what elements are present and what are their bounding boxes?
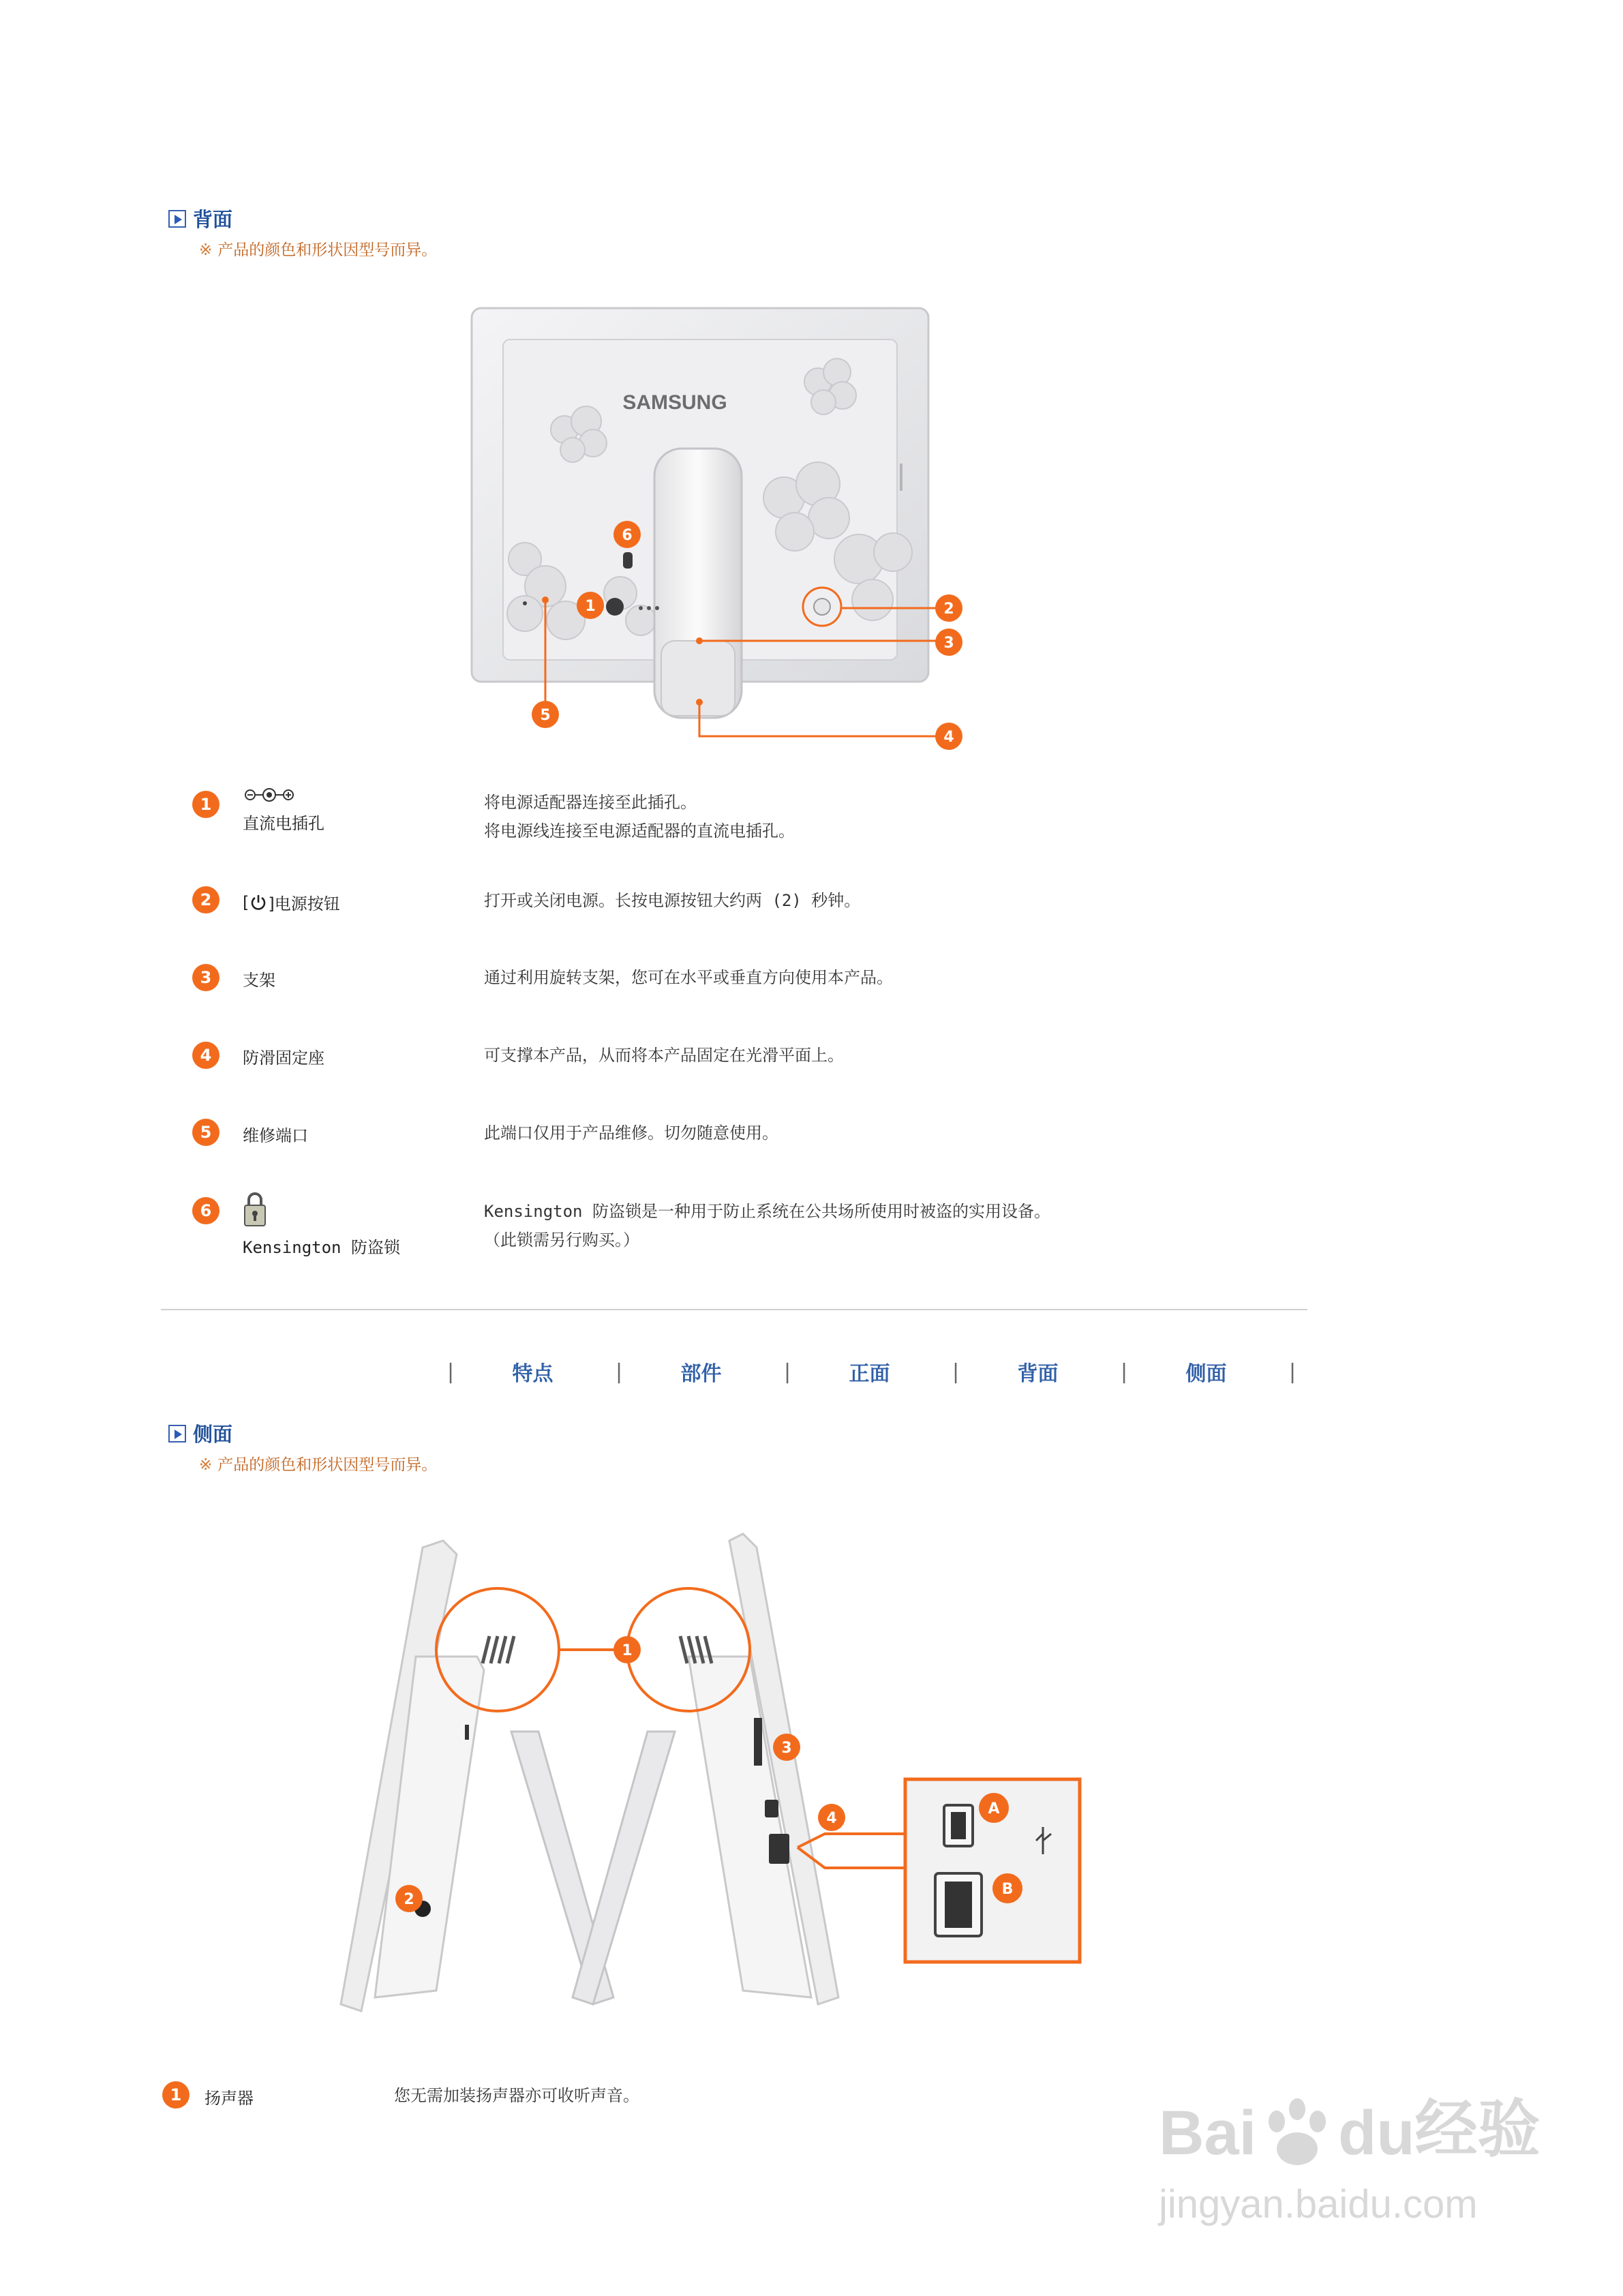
svg-text:2: 2 (943, 601, 954, 618)
dc-polarity-icon (244, 787, 294, 802)
side-section-title: 侧面 (193, 1423, 233, 1446)
item-name: 维修端口 (243, 1126, 308, 1145)
back-section-title: 背面 (193, 208, 233, 231)
svg-text:5: 5 (540, 707, 551, 724)
item-desc: 将电源适配器连接至此插孔。 将电源线连接至电源适配器的直流电插孔。 (484, 793, 795, 841)
item-name: 支架 (243, 971, 275, 990)
back-device-illustration (464, 300, 982, 764)
svg-text:6: 6 (622, 527, 633, 544)
svg-text:B: B (1001, 1881, 1014, 1898)
back-section-heading (168, 205, 232, 232)
side-section-note: ※ 产品的颜色和形状因型号而异。 (199, 1456, 438, 1474)
item-desc: 您无需加装扬声器亦可收听声音。 (394, 2086, 639, 2105)
callout-3 (935, 629, 962, 656)
watermark: Bai du 经验 (1159, 2095, 1541, 2168)
svg-text:2: 2 (404, 1891, 414, 1908)
side-device-illustration (334, 1527, 1104, 2018)
side-callout-3 (773, 1734, 800, 1761)
item-desc: 可支撑本产品，从而将本产品固定在光滑平面上。 (484, 1046, 844, 1065)
item-name: Kensington 防盗锁 (243, 1238, 400, 1257)
item-desc: 打开或关闭电源。长按电源按钮大约两 (2) 秒钟。 (484, 891, 861, 910)
svg-text:3: 3 (781, 1740, 792, 1757)
port-label-b (992, 1873, 1022, 1903)
item-name: 扬声器 (204, 2089, 254, 2108)
nav-item-back[interactable]: 背面 (1017, 1362, 1059, 1386)
nav-separator: | (784, 1359, 791, 1384)
side-callout-2 (395, 1885, 423, 1912)
item-number-badge: 1 (192, 791, 219, 818)
nav-separator: | (447, 1359, 455, 1384)
left-side-view (341, 1541, 613, 2011)
side-callout-1 (613, 1636, 641, 1663)
item-name: [ ]电源按钮 (243, 892, 340, 913)
item-name: 直流电插孔 (243, 814, 324, 833)
item-number-badge: 5 (192, 1119, 219, 1146)
section-arrow-icon (168, 1425, 186, 1442)
callout-6 (613, 521, 641, 548)
port-label-a (979, 1793, 1009, 1823)
brand-logo: SAMSUNG (622, 391, 727, 414)
nav-item-front[interactable]: 正面 (849, 1362, 890, 1386)
section-arrow-icon (168, 210, 186, 228)
svg-text:1: 1 (622, 1642, 633, 1659)
item-number-badge: 3 (192, 964, 219, 991)
callout-5 (532, 701, 559, 728)
nav-item-side[interactable]: 侧面 (1185, 1362, 1227, 1386)
nav-item-features[interactable]: 特点 (512, 1362, 553, 1386)
nav-separator: | (952, 1359, 960, 1384)
back-section-note: ※ 产品的颜色和形状因型号而异。 (199, 241, 438, 259)
item-number-badge: 4 (192, 1042, 219, 1069)
paw-logo-icon (1256, 2094, 1338, 2169)
nav-item-parts[interactable]: 部件 (680, 1362, 722, 1386)
watermark-url: jingyan.baidu.com (1159, 2182, 1478, 2226)
svg-text:A: A (988, 1800, 1000, 1817)
nav-separator: | (616, 1359, 623, 1384)
item-number-badge: 1 (162, 2081, 189, 2109)
section-nav (447, 1357, 1296, 1387)
svg-text:3: 3 (943, 635, 954, 652)
note-mark-icon: ※ (199, 1456, 213, 1474)
nav-separator: | (1289, 1359, 1296, 1384)
section-divider (161, 1309, 1307, 1310)
note-mark-icon: ※ (199, 241, 213, 259)
item-desc: 通过利用旋转支架，您可在水平或垂直方向使用本产品。 (484, 968, 893, 987)
item-number-badge: 6 (192, 1197, 219, 1224)
item-name: 防滑固定座 (243, 1048, 324, 1068)
svg-text:4: 4 (943, 729, 954, 746)
svg-text:1: 1 (585, 598, 596, 615)
callout-2 (935, 594, 962, 622)
callout-1 (577, 592, 604, 619)
item-desc: 此端口仅用于产品维修。切勿随意使用。 (484, 1123, 778, 1143)
right-side-view (573, 1534, 838, 2004)
side-callout-4 (818, 1804, 845, 1831)
side-section-heading (168, 1419, 232, 1447)
svg-text:4: 4 (826, 1810, 837, 1827)
item-desc: Kensington 防盗锁是一种用于防止系统在公共场所使用时被盗的实用设备。 （此锁需另行购买。） (484, 1202, 1050, 1250)
power-icon (249, 893, 268, 912)
item-number-badge: 2 (192, 886, 219, 913)
callout-4 (935, 723, 962, 750)
kensington-lock-icon (243, 1192, 267, 1227)
nav-separator: | (1121, 1359, 1128, 1384)
